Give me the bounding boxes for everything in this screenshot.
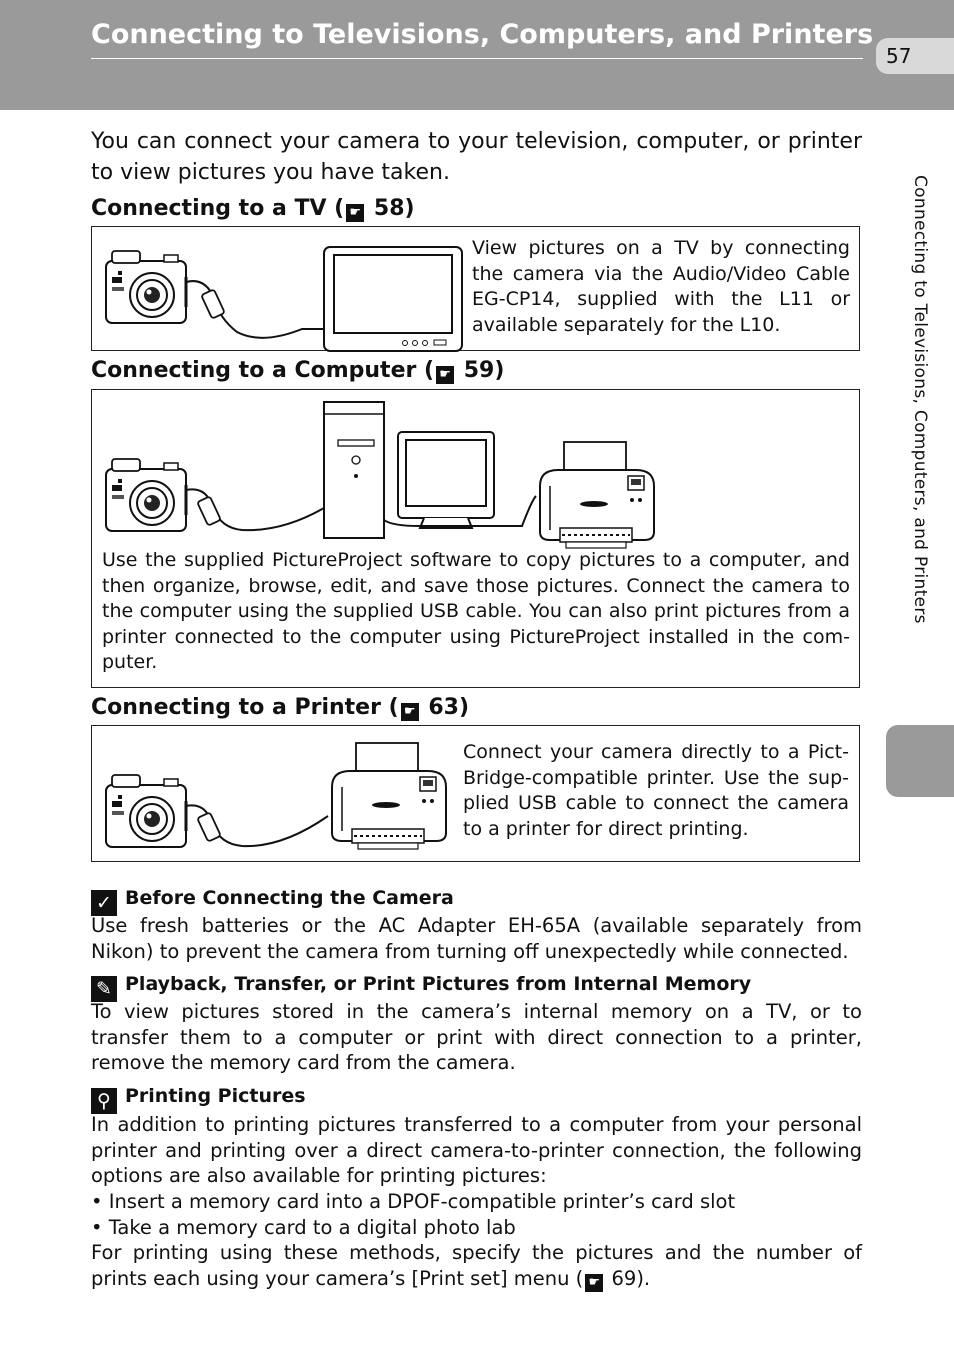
side-tab-label: Connecting to Televisions, Computers, and Printers xyxy=(910,175,930,624)
heading-computer-close: ) xyxy=(494,358,505,383)
heading-printer-text: Connecting to a Printer ( xyxy=(91,695,399,720)
side-tab xyxy=(886,725,954,797)
note-internal-memory-text: To view pictures stored in the camera’s internal memory on a TV, or to transfer them to a computer or print with direct connection to a printer, remove the memory card from the camera. xyxy=(91,1000,862,1075)
page-number: 57 xyxy=(876,38,954,74)
note-internal-memory-heading xyxy=(91,972,751,1002)
heading-computer-text: Connecting to a Computer ( xyxy=(91,358,435,383)
check-icon: ✓ xyxy=(91,890,117,916)
heading-connect-tv xyxy=(91,195,415,223)
heading-connect-computer xyxy=(91,357,504,385)
heading-printer-close: ) xyxy=(458,695,470,720)
computer-box xyxy=(91,389,860,688)
note-printing-title: Printing Pictures xyxy=(125,1085,306,1107)
note-printing-closing-text: For printing using these methods, specify the pictures and the number of prints each using your camera’s [Print set] menu ( xyxy=(91,1241,862,1290)
note-before-connecting-title: Before Connecting the Camera xyxy=(125,887,454,909)
tv-box xyxy=(91,226,860,351)
note-printing-text: In addition to printing pictures transferred to a computer from your personal printer and printing over a direct camera-to-printer connection, the following options are also available for printing pictures: xyxy=(91,1113,862,1188)
reference-icon: ☛ xyxy=(346,204,364,222)
note-before-connecting-text: Use fresh batteries or the AC Adapter EH-65A (available separately from Nikon) to prevent the camera from turning off unexpectedly while connected. xyxy=(91,914,862,963)
heading-printer-page-ref: 63 xyxy=(428,695,459,720)
note-before-connecting-heading xyxy=(91,886,454,916)
note-printing-closing-ref: 69 xyxy=(611,1266,637,1290)
intro-paragraph: You can connect your camera to your television, computer, or printer to view pictures you have taken. xyxy=(91,129,862,185)
reference-icon: ☛ xyxy=(585,1274,603,1292)
heading-tv-text: Connecting to a TV ( xyxy=(91,196,345,221)
printer-connection-illustration xyxy=(102,736,452,861)
tv-connection-illustration xyxy=(102,237,462,347)
printer-box xyxy=(91,725,860,862)
note-printing-closing xyxy=(91,1240,862,1292)
note-internal-memory-title: Playback, Transfer, or Print Pictures from Internal Memory xyxy=(125,973,752,995)
computer-connection-illustration xyxy=(102,400,662,540)
tv-description: View pictures on a TV by connecting the camera via the Audio/Video Cable EG-CP14, supplied with the L11 or available separately for the L10. xyxy=(472,237,850,336)
list-item: • Take a memory card to a digital photo lab xyxy=(91,1216,516,1239)
pencil-icon: ✎ xyxy=(91,976,117,1002)
page-title: Connecting to Televisions, Computers, and Printers xyxy=(91,16,863,59)
magnifier-icon: ⚲ xyxy=(91,1088,117,1114)
note-printing-closing-end: ). xyxy=(636,1266,651,1290)
heading-connect-printer xyxy=(91,694,469,722)
heading-tv-close: ) xyxy=(404,196,415,221)
heading-tv-page-ref: 58 xyxy=(373,196,405,221)
reference-icon: ☛ xyxy=(401,703,419,721)
reference-icon: ☛ xyxy=(436,366,454,384)
note-printing-heading xyxy=(91,1084,306,1114)
printer-description: Connect your camera directly to a Pict-Bridge-compatible printer. Use the sup-plied USB cable to connect the camera to a printer for direct printing. xyxy=(463,741,849,840)
list-item: • Insert a memory card into a DPOF-compatible printer’s card slot xyxy=(91,1190,736,1213)
heading-computer-page-ref: 59 xyxy=(463,358,495,383)
computer-description: Use the supplied PictureProject software to copy pictures to a computer, and then organize, browse, edit, and save those pictures. Connect the camera to the computer using the supplied USB cable. You can also print pictures from a printer connected to the computer using PictureProject installed in the com-puter. xyxy=(102,549,850,674)
